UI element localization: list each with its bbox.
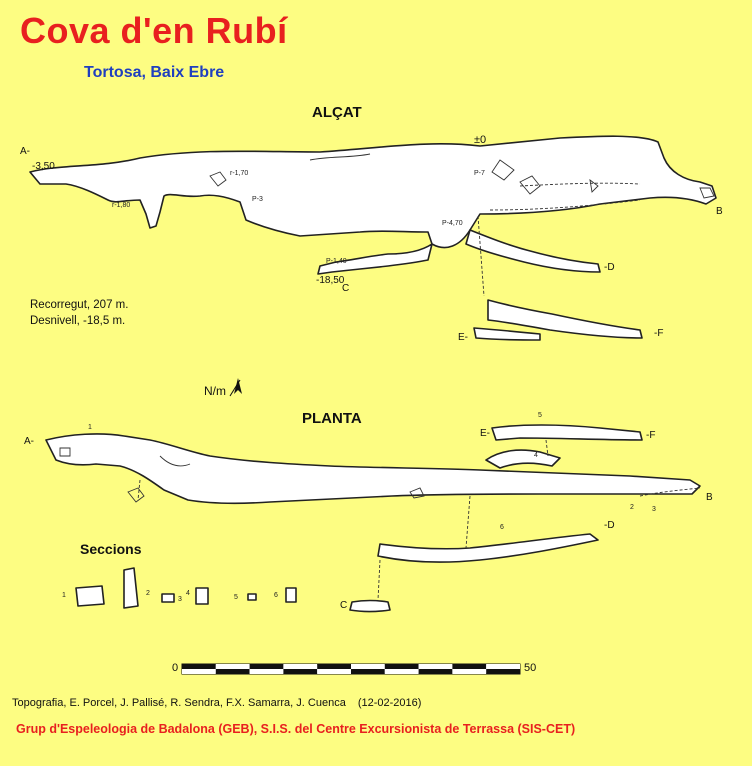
stats-depth: Desnivell, -18,5 m. [30, 315, 126, 327]
scale-segment-bottom [317, 669, 351, 674]
plan-heading: PLANTA [302, 410, 362, 427]
cross-sections-drawing [76, 568, 296, 608]
section-shape-6 [286, 588, 296, 602]
plan-side-passage [486, 450, 560, 468]
section-number-3: 3 [178, 596, 182, 603]
plan-branch-ef [492, 425, 642, 440]
elev-label-p7: P-7 [474, 170, 485, 177]
scale-segment-bottom [486, 669, 520, 674]
scale-segment-top [250, 664, 284, 669]
section-shape-4 [196, 588, 208, 604]
scale-label-max: 50 [524, 662, 537, 674]
north-arrow-label: N/m [204, 384, 226, 398]
plan-main-gallery [46, 434, 700, 503]
plan-branch-c [350, 601, 390, 612]
stats-length: Recorregut, 207 m. [30, 299, 129, 311]
survey-stats [30, 297, 128, 329]
elev-label-a: A- [20, 146, 30, 157]
scale-segment-top [385, 664, 419, 669]
elev-label-a-depth: -3,50 [32, 161, 55, 172]
scale-segment-bottom [283, 669, 317, 674]
elevation-heading: ALÇAT [312, 104, 362, 121]
elev-label-p4-70: P-4,70 [442, 220, 463, 227]
scale-segment-bottom [250, 669, 284, 674]
credits-date: (12-02-2016) [357, 697, 422, 709]
scale-segment-top [283, 664, 317, 669]
elev-label-c: C [342, 283, 350, 294]
plan-section-3: 3 [652, 506, 656, 513]
elev-label-c-depth: -18,50 [316, 275, 345, 286]
plan-section-4: 4 [534, 452, 538, 459]
plan-section-2: 2 [630, 504, 634, 511]
section-number-6: 6 [274, 592, 278, 599]
section-shape-2 [124, 568, 138, 608]
scale-segment-top [182, 664, 216, 669]
sections-heading: Seccions [80, 541, 142, 557]
plan-section-5: 5 [538, 412, 542, 419]
plan-branch-d [378, 534, 598, 562]
scale-segment-top [351, 664, 385, 669]
scale-segment-bottom [182, 669, 216, 674]
scale-segment-top [452, 664, 486, 669]
scale-bar [182, 664, 520, 674]
elevation-branch-d [466, 230, 600, 272]
elevation-drawing [30, 136, 716, 340]
elev-label-e: E- [458, 332, 468, 343]
credits-line [12, 697, 421, 709]
scale-segment-top [486, 664, 520, 669]
scale-segment-bottom [351, 669, 385, 674]
elevation-main-gallery [30, 136, 716, 247]
elev-label-p1-80: r-1,80 [112, 202, 131, 209]
section-number-4: 4 [186, 590, 190, 597]
scale-segment-top [216, 664, 250, 669]
elev-label-p1-70: r-1,70 [230, 170, 249, 177]
plan-section-6: 6 [500, 524, 504, 531]
elev-label-p1-40: P-1,40 [326, 258, 347, 265]
north-arrow-icon [230, 378, 242, 396]
section-shape-5 [248, 594, 256, 600]
scale-segment-bottom [419, 669, 453, 674]
elev-label-f: -F [654, 328, 664, 339]
section-number-2: 2 [146, 590, 150, 597]
page-subtitle: Tortosa, Baix Ebre [84, 64, 225, 81]
plan-label-d: -D [604, 520, 615, 531]
plan-label-f: -F [646, 430, 656, 441]
page-title: Cova d'en Rubí [20, 10, 288, 51]
scale-label-min: 0 [172, 662, 179, 674]
section-shape-3 [162, 594, 174, 602]
plan-drawing [46, 425, 700, 612]
scale-segment-top [317, 664, 351, 669]
elev-label-b: B [716, 206, 723, 217]
scale-segment-top [419, 664, 453, 669]
plan-label-e: E- [480, 428, 490, 439]
credits-groups: Grup d'Espeleologia de Badalona (GEB), S.I.S. del Centre Excursionista de Terrassa (SIS-CET) [16, 722, 576, 736]
plan-label-a: A- [24, 436, 34, 447]
scale-segment-bottom [216, 669, 250, 674]
credits-surveyors: Topografia, E. Porcel, J. Pallisé, R. Sendra, F.X. Samarra, J. Cuenca [12, 697, 346, 709]
elev-label-d: -D [604, 262, 615, 273]
elev-label-p3: P-3 [252, 196, 263, 203]
section-number-1: 1 [62, 592, 66, 599]
plan-section-1: 1 [88, 424, 92, 431]
section-shape-1 [76, 586, 104, 606]
elevation-branch-e-tail [474, 328, 540, 340]
section-number-5: 5 [234, 594, 238, 601]
plan-label-b: B [706, 492, 713, 503]
scale-segment-bottom [385, 669, 419, 674]
plan-label-c: C [340, 600, 348, 611]
elev-label-zero: ±0 [474, 134, 487, 146]
scale-segment-bottom [452, 669, 486, 674]
